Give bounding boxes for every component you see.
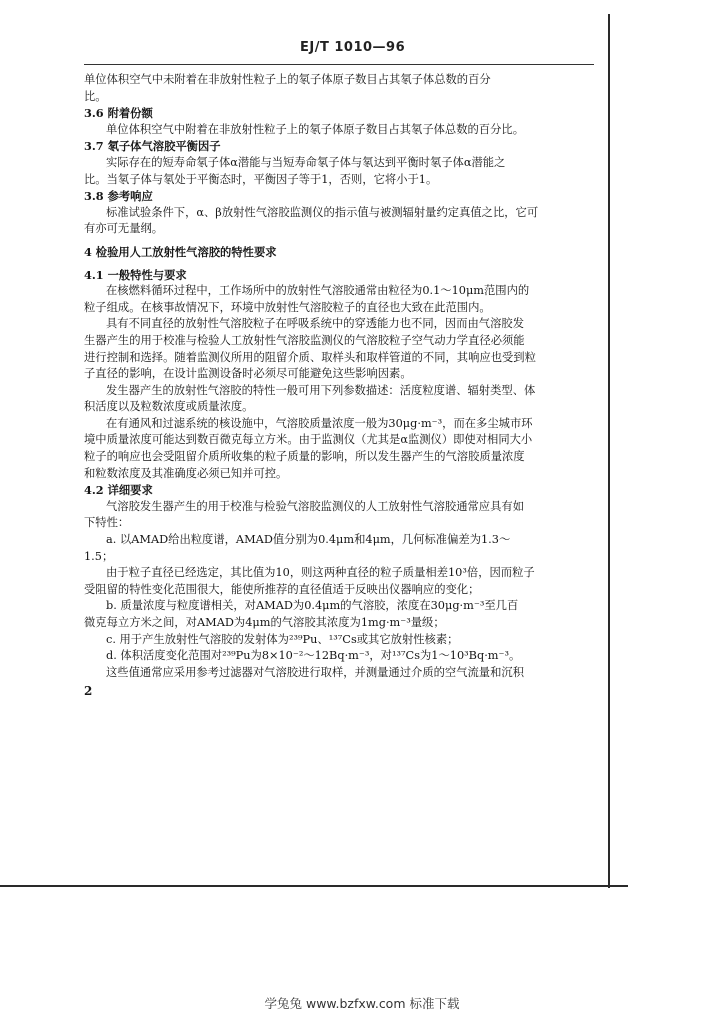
section-heading-3-7: 3.7 氡子体气溶胶平衡因子 [84,139,221,154]
paragraph-line: 境中质量浓度可能达到数百微克每立方米。由于监测仪（尤其是α监测仪）即使对相同大小 [84,433,533,447]
header-rule [84,64,594,65]
standard-code-header: EJ/T 1010—96 [300,40,406,55]
paragraph-line: 具有不同直径的放射性气溶胶粒子在呼吸系统中的穿透能力也不同，因而由气溶胶发 [106,317,524,331]
paragraph-line: 进行控制和选择。随着监测仪所用的阻留介质、取样头和取样管道的不同，其响应也受到粒 [84,350,536,364]
paragraph-line: 在有通风和过滤系统的核设施中，气溶胶质量浓度一般为30μg·m⁻³，而在多尘城市环 [106,416,533,430]
paragraph-line: 生器产生的用于校准与检验人工放射性气溶胶监测仪的气溶胶粒子空气动力学直径必须能 [84,333,525,347]
paragraph-line: 子直径的影响，在设计监测设备时必须尽可能避免这些影响因素。 [84,367,412,381]
paragraph-line: 有亦可无量纲。 [84,222,164,236]
section-heading-3-8: 3.8 参考响应 [84,189,153,204]
paragraph-line: 单位体积空气中未附着在非放射性粒子上的氡子体原子数目占其氡子体总数的百分 [84,73,491,86]
paragraph-line: 粒子组成。在核事故情况下，环境中放射性气溶胶粒子的直径也大致在此范围内。 [84,300,491,314]
paragraph-line: 这些值通常应采用参考过滤器对气溶胶进行取样，并测量通过介质的空气流量和沉积 [106,665,524,679]
paragraph-line: 比。当氡子体与氡处于平衡态时，平衡因子等于1，否则，它将小于1。 [84,172,438,186]
paragraph-line: 由于粒子直径已经选定，其比值为10，则这两种直径的粒子质量相差10³倍，因而粒子 [106,566,535,580]
paragraph-line: 比。 [84,89,107,103]
paragraph-line: 标准试验条件下，α、β放射性气溶胶监测仪的指示值与被测辐射量约定真值之比，它可 [106,205,539,219]
section-heading-4-1: 4.1 一般特性与要求 [84,267,187,282]
site-footer-text: 学兔兔 www.bzfxw.com 标准下载 [264,996,460,1011]
list-item-a: a. 以AMAD给出粒度谱，AMAD值分别为0.4μm和4μm，几何标准偏差为1.3～ [106,533,511,547]
chapter-heading-4: 4 检验用人工放射性气溶胶的特性要求 [84,244,277,259]
paragraph-line: 和粒数浓度及其准确度必须已知并可控。 [84,466,288,480]
page-border-bottom [0,885,628,887]
section-heading-4-2: 4.2 详细要求 [84,483,153,498]
paragraph-line: 在核燃料循环过程中，工作场所中的放射性气溶胶通常由粒径为0.1～10μm范围内的 [106,284,530,298]
page-border-right [608,14,610,888]
paragraph-line: 实际存在的短寿命氡子体α潜能与当短寿命氡子体与氡达到平衡时氡子体α潜能之 [106,155,506,169]
paragraph-line: 下特性： [84,516,130,530]
paragraph-line: 1.5； [84,549,114,563]
list-item-c: c. 用于产生放射性气溶胶的发射体为²³⁹Pu、¹³⁷Cs或其它放射性核素； [106,632,459,646]
section-heading-3-6: 3.6 附着份额 [84,106,153,121]
paragraph-line: 受阻留的特性变化范围很大，能使所推荐的直径值适于反映出仪器响应的变化； [84,582,480,596]
list-item-b: b. 质量浓度与粒度谱相关，对AMAD为0.4μm的气溶胶，浓度在30μg·m⁻³至几百 [106,599,519,613]
page-number: 2 [84,684,93,699]
list-item-d: d. 体积活度变化范围对²³⁹Pu为8×10⁻²～12Bq·m⁻³，对¹³⁷Cs为1～10³Bq·m⁻³。 [106,649,521,663]
document-body [84,72,596,700]
paragraph-line: 单位体积空气中附着在非放射性粒子上的氡子体原子数目占其氡子体总数的百分比。 [106,122,524,136]
paragraph-line: 积活度以及粒数浓度或质量浓度。 [84,400,254,414]
paragraph-line: 发生器产生的放射性气溶胶的特性一般可用下列参数描述：活度粒度谱、辐射类型、体 [106,383,536,397]
paragraph-line: 粒子的响应也会受阻留介质所收集的粒子质量的影响，所以发生器产生的气溶胶质量浓度 [84,450,525,464]
paragraph-line: 气溶胶发生器产生的用于校准与检验气溶胶监测仪的人工放射性气溶胶通常应具有如 [106,499,524,513]
paragraph-line: 微克每立方米之间，对AMAD为4μm的气溶胶其浓度为1mg·m⁻³量级； [84,616,445,629]
